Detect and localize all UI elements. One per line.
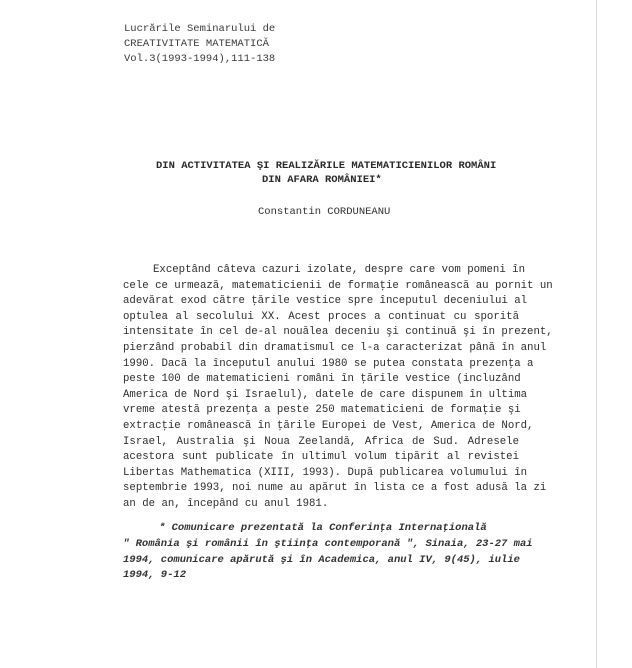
body-line: 1990. Dacă la începutul anului 1980 se putea constata prezenţa a [123, 357, 534, 370]
author-name: Constantin CORDUNEANU [258, 206, 391, 218]
journal-header [124, 22, 275, 67]
body-line: acestora sunt publicate în ultimul volum tipărit al revistei [123, 451, 519, 464]
body-line: adevărat exod către ţările vestice spre începutul deceniului al [123, 295, 528, 308]
body-line: septembrie 1993, noi nume au apărut în lista ce a fost adusă la zi [123, 482, 547, 495]
journal-header-line-1: Lucrările Seminarului de [124, 23, 276, 35]
article-title-line-2: DIN AFARA ROMÂNIEI* [262, 174, 382, 186]
body-line: an de an, începând cu anul 1981. [123, 497, 329, 510]
article-title-line-1: DIN ACTIVITATEA ŞI REALIZĂRILE MATEMATICIENILOR ROMÂNI [156, 160, 497, 172]
footnote-line: 1994, 9-12 [123, 569, 187, 582]
body-line: Israel, Australia şi Noua Zeelandă, Africa de Sud. Adresele [123, 435, 519, 448]
footnote-line: " România şi românii în ştiinţa contemporană ", Sinaia, 23-27 mai [123, 537, 533, 550]
body-line: optulea al secolului XX. Acest proces a continuat cu sporită [123, 310, 519, 323]
body-line: pierzând probabil din dramatismul ce l-a caracterizat până în anul [123, 341, 547, 354]
body-line: intensitate în cel de-al nouălea deceniu şi continuă şi în prezent, [123, 326, 553, 339]
footnote-line: * Comunicare prezentată la Conferinţa Internaţională [159, 522, 487, 534]
page-edge-line [596, 0, 597, 668]
body-line: Libertas Mathematica (XIII, 1993). După publicarea volumului în [123, 466, 528, 479]
body-line: cele ce urmează, matematicienii de formaţie românească au pornit un [123, 279, 553, 292]
body-line: extracţie românească în ţările Europei de Vest, America de Nord, [123, 419, 534, 432]
article-title [156, 159, 496, 187]
body-line: peste 100 de matematicieni români în ţările vestice (incluzând [123, 373, 521, 386]
body-line: Exceptând câteva cazuri izolate, despre care vom pomeni în [153, 264, 525, 276]
journal-header-line-2: CREATIVITATE MATEMATICĂ [124, 38, 269, 50]
footnote [123, 521, 533, 584]
body-paragraph [123, 263, 553, 513]
footnote-line: 1994, comunicare apărută şi în Academica, anul IV, 9(45), iulie [123, 553, 520, 566]
body-line: America de Nord şi Israelul), datele de care dispunem în ultima [123, 388, 528, 401]
body-line: vreme atestă prezenţa a peste 250 matematicieni de formaţie şi [123, 404, 521, 417]
journal-header-line-3: Vol.3(1993-1994),111-138 [124, 53, 276, 65]
